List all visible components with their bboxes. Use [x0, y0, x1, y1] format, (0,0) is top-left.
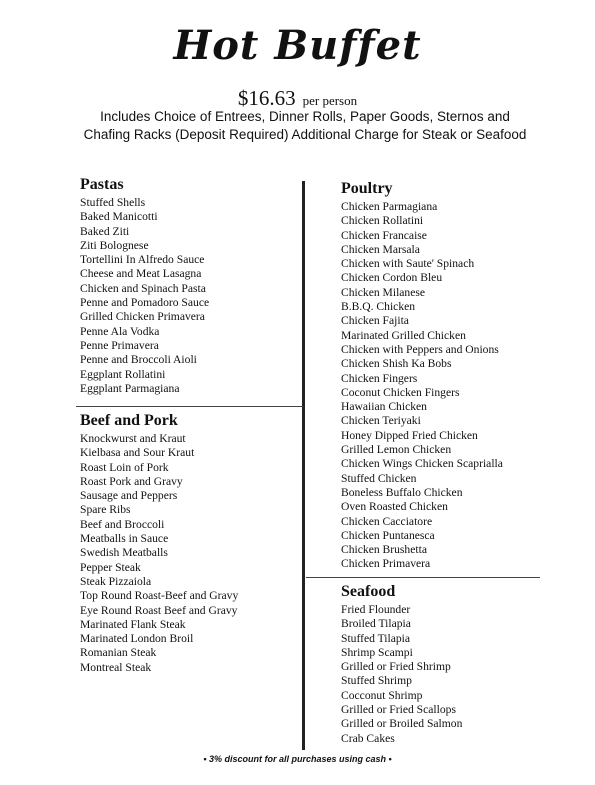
menu-item: Chicken Francaise	[341, 228, 427, 242]
menu-item: Broiled Tilapia	[341, 617, 411, 631]
menu-list	[341, 603, 462, 746]
menu-item: Chicken Wings Chicken Scaprialla	[341, 457, 503, 471]
menu-item: Crab Cakes	[341, 731, 395, 745]
menu-item: Chicken Cacciatore	[341, 514, 433, 528]
menu-item: Penne Ala Vodka	[80, 324, 160, 338]
menu-item: Chicken Shish Ka Bobs	[341, 357, 452, 371]
column-divider	[302, 181, 305, 750]
menu-item: Chicken with Saute' Spinach	[341, 257, 475, 271]
right-section-divider	[306, 577, 540, 578]
menu-item: Spare Ribs	[80, 503, 131, 517]
menu-item: Cocconut Shrimp	[341, 688, 423, 702]
menu-item: Chicken Fajita	[341, 314, 409, 328]
menu-item: Hawaiian Chicken	[341, 400, 427, 414]
menu-item: Honey Dipped Fried Chicken	[341, 428, 478, 442]
menu-item: Stuffed Tilapia	[341, 631, 411, 645]
menu-item: Sausage and Peppers	[80, 489, 178, 503]
menu-item: Chicken Milanese	[341, 285, 426, 299]
menu-item: Grilled or Broiled Salmon	[341, 717, 463, 731]
menu-item: Stuffed Shrimp	[341, 674, 412, 688]
menu-item: Chicken Puntanesca	[341, 528, 435, 542]
menu-list	[80, 196, 209, 396]
menu-item: Marinated London Broil	[80, 632, 194, 646]
left-section-divider	[76, 406, 303, 407]
menu-item: Roast Pork and Gravy	[80, 474, 183, 488]
menu-item: Penne Primavera	[80, 338, 159, 352]
menu-item: Ziti Bolognese	[80, 238, 149, 252]
menu-item: Chicken Brushetta	[341, 543, 427, 557]
menu-item: Chicken Fingers	[341, 371, 418, 385]
includes-description	[60, 108, 550, 144]
menu-item: Tortellini In Alfredo Sauce	[80, 253, 205, 267]
price-amount: $16.63	[237, 86, 296, 110]
section-poultry	[341, 180, 503, 572]
cash-discount-note: • 3% discount for all purchases using cash •	[203, 754, 392, 764]
menu-item: Chicken and Spinach Pasta	[80, 281, 206, 295]
menu-list	[341, 200, 503, 572]
menu-item: Meatballs in Sauce	[80, 532, 169, 546]
menu-item: Chicken Teriyaki	[341, 414, 421, 428]
menu-item: Chicken Primavera	[341, 557, 431, 571]
menu-item: Grilled or Fried Scallops	[341, 703, 456, 717]
menu-item: Beef and Broccoli	[80, 517, 165, 531]
menu-item: B.B.Q. Chicken	[341, 300, 416, 314]
menu-item: Grilled or Fried Shrimp	[341, 660, 451, 674]
page-title: Hot Buffet	[173, 22, 422, 69]
menu-item: Baked Manicotti	[80, 210, 158, 224]
menu-item: Steak Pizzaiola	[80, 574, 152, 588]
includes-line-1: Includes Choice of Entrees, Dinner Rolls, Paper Goods, Sternos and	[100, 109, 510, 124]
menu-item: Stuffed Chicken	[341, 471, 417, 485]
section-pastas	[80, 176, 209, 396]
menu-item: Roast Loin of Pork	[80, 460, 169, 474]
menu-item: Chicken Cordon Bleu	[341, 271, 443, 285]
menu-item: Shrimp Scampi	[341, 645, 413, 659]
section-heading: Poultry	[341, 180, 393, 197]
menu-item: Chicken Marsala	[341, 242, 420, 256]
includes-line-2: Chafing Racks (Deposit Required) Additional Charge for Steak or Seafood	[83, 127, 527, 142]
menu-item: Romanian Steak	[80, 646, 157, 660]
menu-item: Boneless Buffalo Chicken	[341, 485, 463, 499]
menu-item: Penne and Pomadoro Sauce	[80, 296, 210, 310]
menu-item: Pepper Steak	[80, 560, 141, 574]
menu-item: Baked Ziti	[80, 224, 130, 238]
menu-item: Eggplant Rollatini	[80, 367, 166, 381]
price-unit: per person	[302, 93, 358, 108]
menu-item: Marinated Flank Steak	[80, 617, 186, 631]
section-seafood	[341, 583, 462, 746]
menu-item: Montreal Steak	[80, 660, 152, 674]
menu-item: Swedish Meatballs	[80, 546, 168, 560]
menu-item: Penne and Broccoli Aioli	[80, 353, 197, 367]
menu-item: Stuffed Shells	[80, 196, 146, 209]
section-beef-and-pork	[80, 412, 238, 675]
menu-item: Eggplant Parmagiana	[80, 381, 180, 395]
section-heading: Pastas	[80, 176, 124, 193]
menu-item: Chicken with Peppers and Onions	[341, 342, 499, 356]
menu-item: Knockwurst and Kraut	[80, 432, 186, 445]
menu-item: Oven Roasted Chicken	[341, 500, 448, 514]
menu-item: Chicken Parmagiana	[341, 200, 438, 213]
section-heading: Seafood	[341, 583, 396, 600]
menu-item: Chicken Rollatini	[341, 214, 424, 228]
menu-item: Grilled Lemon Chicken	[341, 443, 452, 457]
menu-item: Top Round Roast-Beef and Gravy	[80, 589, 239, 603]
menu-item: Marinated Grilled Chicken	[341, 328, 466, 342]
menu-item: Cheese and Meat Lasagna	[80, 267, 202, 281]
menu-item: Coconut Chicken Fingers	[341, 385, 460, 399]
section-heading: Beef and Pork	[80, 412, 178, 429]
menu-list	[80, 432, 238, 675]
menu-item: Grilled Chicken Primavera	[80, 310, 205, 324]
menu-item: Fried Flounder	[341, 603, 411, 616]
menu-item: Eye Round Roast Beef and Gravy	[80, 603, 238, 617]
menu-item: Kielbasa and Sour Kraut	[80, 446, 195, 460]
